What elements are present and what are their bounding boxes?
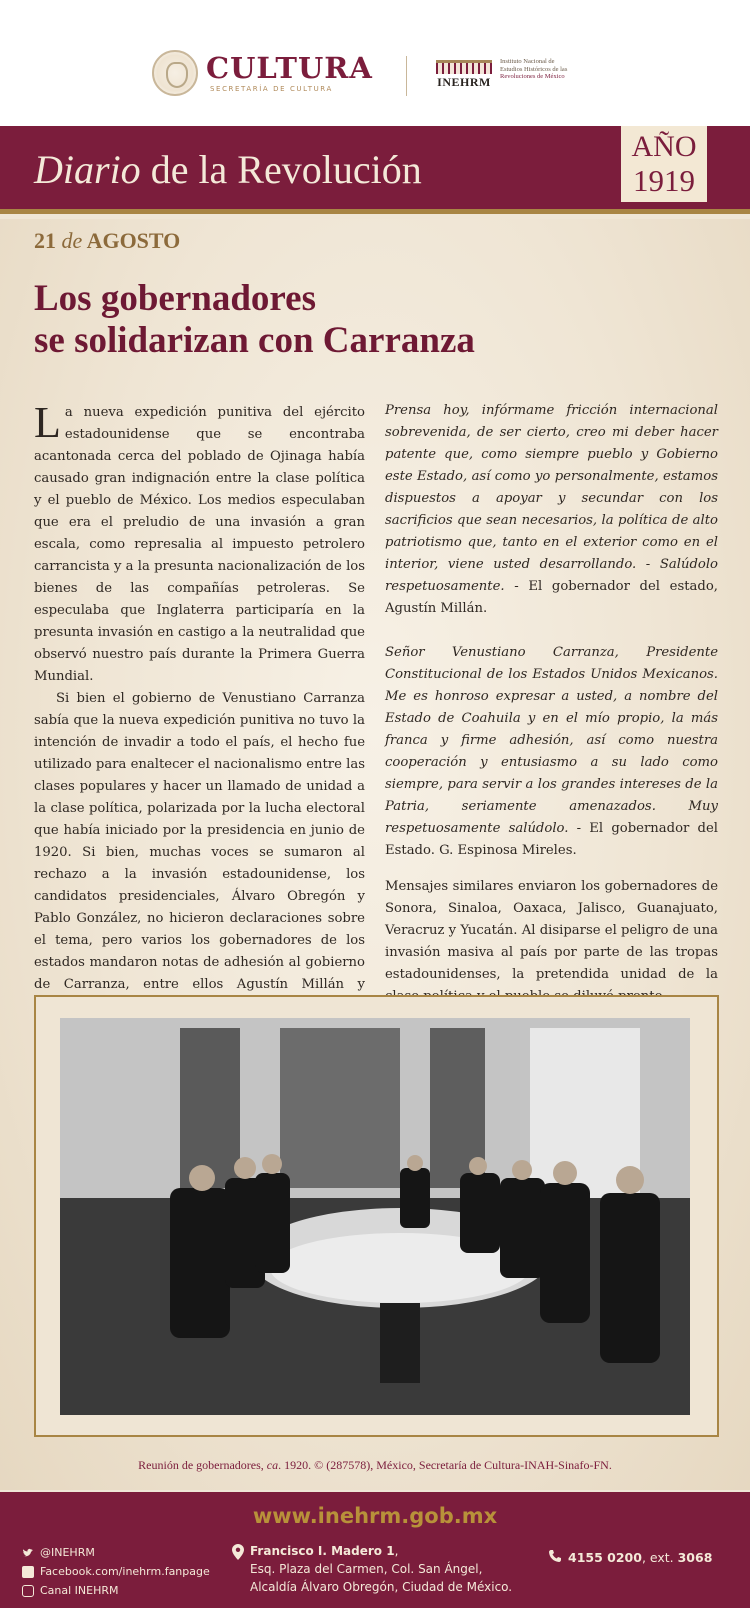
mexico-seal-icon <box>152 50 198 96</box>
paragraph-1-text: a nueva expedición punitiva del ejército estadounidense que se encontraba acantonada cerca del poblado de Ojinaga había causado gran indignación entre la clase política y el pueblo de México. Los medios especulaban que era el preludio de una invasión a gran escala, como represalia al impuesto petrolero carrancista y a la presunta nacionalización de los bienes de las compañías petroleras. Se especulaba que Inglaterra participaría en la presunta invasión en castigo a la neutralidad que observó nuestro país durante la Primera Guerra Mundial. <box>34 405 365 684</box>
date-day: 21 <box>34 228 56 253</box>
cultura-wordmark: CULTURA <box>206 51 373 85</box>
paragraph-3: Mensajes similares enviaron los gobernadores de Sonora, Sinaloa, Oaxaca, Jalisco, Guanajuato, Veracruz y Yucatán. Al disiparse el peligro de una invasión masiva al país por parte de las tropas estadounidenses, la pretendida unidad de la <box>385 879 718 982</box>
year-label: AÑO <box>631 130 697 163</box>
caption-part: . 1920. © (287578), México, Secretaría de Cultura-INAH-Sinafo-FN. <box>278 1458 612 1472</box>
youtube-icon <box>22 1585 34 1597</box>
location-pin-icon <box>232 1544 244 1560</box>
publication-title <box>34 146 422 193</box>
address-block <box>250 1542 512 1596</box>
historical-photo[interactable] <box>60 1018 690 1415</box>
facebook-url: Facebook.com/inehrm.fanpage <box>40 1565 210 1578</box>
secretaria-label: SECRETARÍA DE CULTURA <box>210 85 333 93</box>
inehrm-fullname <box>500 58 567 81</box>
paragraph-2: Si bien el gobierno de Venustiano Carranza sabía que la nueva expedición punitiva no tuvo la intención de invadir a todo el país, el hecho fue utilizado para enaltecer el nacionalismo entre las clases populares y hacer un llamado de unidad a la clase política, polarizada por la lucha electoral que había iniciado por la presidencia en junio de 1920. Si bien, muchas voces se sumaron al rechazo a la invasión estadounidense, los candidatos presidenciales, Álvaro Obregón y Pablo González, no hicieron declaraciones sobre el tema, pero varios los gobernadores de los estados mandaron notas de adhesión al gobierno de Carranza, entre ellos Agustín Millán y <box>34 691 365 992</box>
address-line-1 <box>250 1542 512 1560</box>
title-rest: de la Revolución <box>140 147 422 192</box>
quote-2-signature: - El gobernador del Estado. G. Espinosa Mireles. <box>385 821 718 858</box>
article-date <box>34 228 180 254</box>
date-de: de <box>61 228 83 253</box>
article-column-left <box>34 398 365 1018</box>
year-value: 1919 <box>633 163 695 198</box>
logo-divider <box>406 56 407 96</box>
headline-line: se solidarizan con Carranza <box>34 320 475 361</box>
address-comma: , <box>394 1544 399 1558</box>
facebook-link[interactable] <box>22 1562 210 1581</box>
cultura-logo[interactable] <box>152 50 373 96</box>
quote-1 <box>385 400 718 620</box>
paragraph-1 <box>34 398 365 688</box>
title-italic: Diario <box>34 147 141 192</box>
inehrm-logo[interactable] <box>434 58 567 90</box>
inehrm-label: INEHRM <box>437 75 491 89</box>
youtube-link[interactable] <box>22 1581 210 1600</box>
phone-icon <box>548 1549 562 1563</box>
inehrm-building-icon <box>434 58 494 90</box>
quote-2-text: Señor Venustiano Carranza, Presidente Constitucional de los Estados Unidos Mexicanos. Me es honroso expresar a usted, a nombre del Estado de Coahuila y en el mío propio, la más franca y firme adhesión, así como nuestra cooperación y entusiasmo a su lado como siempre, para servir a los grandes intereses de la Patria, seriamente amenazados. Muy respetuosamente salúdolo. <box>385 645 718 836</box>
quote-1-signature: - El gobernador del estado, Agustín Millán. <box>385 579 718 616</box>
phone-extension: 3068 <box>677 1550 713 1565</box>
twitter-link[interactable] <box>22 1543 210 1562</box>
photo-illustration-icon <box>60 1018 690 1415</box>
quote-2 <box>385 642 718 862</box>
social-links <box>22 1543 210 1600</box>
drop-cap: L <box>34 398 61 447</box>
headline-line: Los gobernadores <box>34 278 316 319</box>
website-link[interactable]: www.inehrm.gob.mx <box>252 1504 498 1528</box>
quote-1-text: Prensa hoy, infórmame fricción internacional sobrevenida, de ser cierto, creo mi deber hacer patente que, como siempre pueblo y Gobierno este Estado, así como yo personalmente, estamos dispuestos a apoyar y secundar con los sacrificios que sean necesarios, la política de alto patriotismo que, tanto en el exterior como en el interior, viene usted desarrollando. - Salúdolo respetuosamente. <box>385 403 718 594</box>
top-logo-bar <box>0 0 750 126</box>
facebook-icon <box>22 1566 34 1578</box>
phone-number: 4155 0200 <box>568 1550 642 1565</box>
date-month: AGOSTO <box>86 228 181 253</box>
photo-caption <box>0 1458 750 1473</box>
caption-part: Reunión de gobernadores, <box>138 1458 267 1472</box>
inehrm-line: Estudios Históricos de las <box>500 65 568 73</box>
inehrm-line: Revoluciones de México <box>500 73 565 80</box>
address-line-2: Esq. Plaza del Carmen, Col. San Ángel, <box>250 1562 483 1576</box>
phone-ext-label: , ext. <box>641 1550 678 1565</box>
twitter-icon <box>22 1547 34 1559</box>
address-street: Francisco I. Madero 1 <box>250 1544 395 1558</box>
address-line-3: Alcaldía Álvaro Obregón, Ciudad de México. <box>250 1580 513 1594</box>
article-headline <box>34 278 634 362</box>
article-column-right <box>385 400 718 1008</box>
youtube-channel: Canal INEHRM <box>40 1584 119 1597</box>
caption-part: ca <box>266 1458 279 1472</box>
twitter-handle: @INEHRM <box>40 1546 95 1559</box>
phone-contact[interactable] <box>568 1550 712 1565</box>
year-badge <box>621 126 707 202</box>
inehrm-line: Instituto Nacional de <box>500 58 555 65</box>
